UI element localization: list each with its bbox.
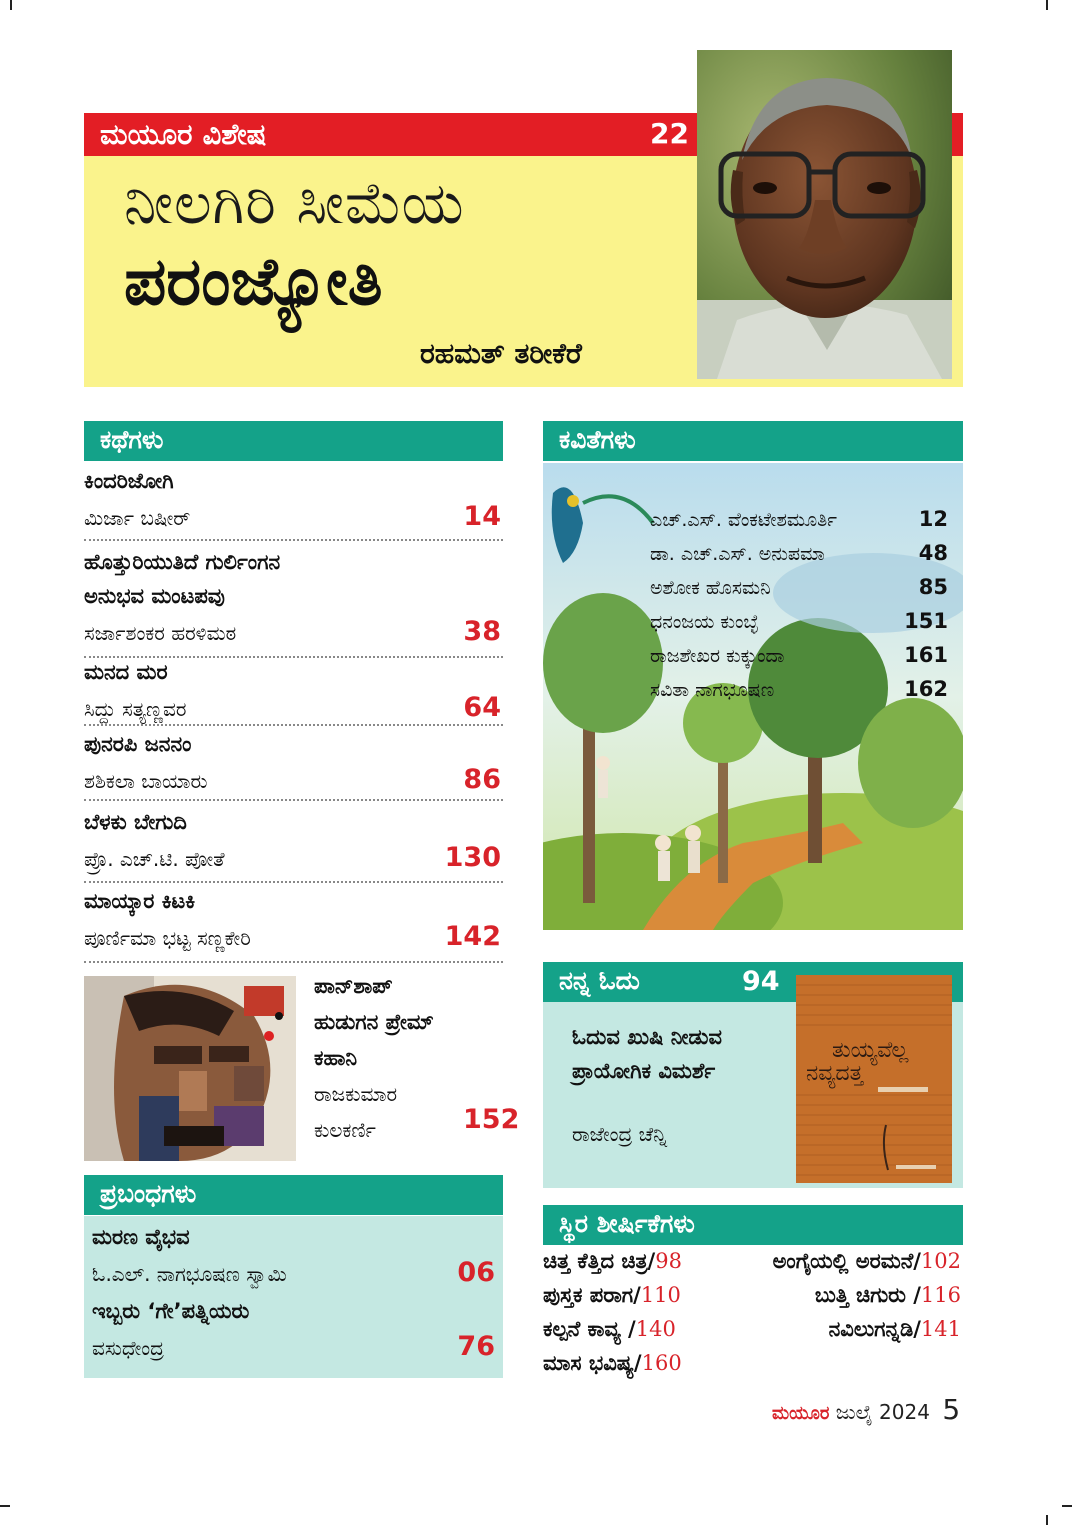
poem-page-number: 48 [918,541,948,565]
regular-columns-list [543,1246,963,1382]
story-title: ಪುನರಪಿ ಜನನಂ [84,732,192,756]
issue-month: ಜುಲೈ [835,1400,873,1424]
feature-story-author: ರಾಜಕುಮಾರ [314,1082,398,1106]
my-reading-title-line: ಓದುವ ಖುಷಿ ನೀಡುವ [572,1025,722,1049]
poem-entry[interactable] [650,539,950,573]
essay-title: ಇಬ್ಬರು ‘ಗೇ’ಪತ್ನಿಯರು [92,1299,250,1323]
story-title: ಮಾಯ್ಕಾರ ಕಿಟಕಿ [84,889,196,913]
poems-section-header: ಕವಿತೆಗಳು [543,421,963,461]
story-illustration-face [84,976,296,1161]
regular-columns-row [543,1314,963,1348]
poem-entry[interactable] [650,641,950,675]
story-page-number: 86 [463,764,501,795]
story-page-number: 14 [463,501,501,532]
divider [84,881,503,883]
feature-author: ರಹಮತ್ ತರೀಕೆರೆ [420,337,582,370]
regular-column-page: 160 [641,1351,682,1375]
story-title: ಅನುಭವ ಮಂಟಪವು [84,584,225,608]
feature-story-title: ಹುಡುಗನ ಪ್ರೇಮ್ [314,1010,434,1034]
story-author: ಪ್ರೊ. ಎಚ್.ಟಿ. ಪೋತೆ [84,847,225,871]
crop-mark [10,0,12,10]
essay-author: ವಸುಧೇಂದ್ರ [92,1336,164,1360]
story-title: ಬೆಳಕು ಬೇಗುದಿ [84,810,187,834]
story-entry[interactable] [84,545,503,649]
crop-mark [1046,1515,1048,1525]
regular-column-label: ನವಿಲುಗನ್ನಡಿ [828,1317,914,1341]
story-page-number: 64 [463,692,501,723]
regular-column-label: ಅಂಗೈಯಲ್ಲಿ ಅರಮನೆ [772,1249,914,1273]
regular-column-entry[interactable]: ಅಂಗೈಯಲ್ಲಿ ಅರಮನೆ/102 [772,1249,961,1273]
stories-section-header: ಕಥೆಗಳು [84,421,503,461]
divider [84,539,503,541]
regular-columns-row [543,1246,963,1280]
book-cover-title [806,1039,946,1085]
my-reading-title [572,1020,787,1088]
divider [84,961,503,963]
regular-columns-row [543,1280,963,1314]
essays-section-header: ಪ್ರಬಂಧಗಳು [84,1175,503,1215]
poet-name: ಅಶೋಕ ಹೊಸಮನಿ [650,577,771,599]
regular-column-label: ಚಿತ್ತ ಕೆತ್ತಿದ ಚಿತ್ರ [543,1249,648,1273]
issue-year: 2024 [879,1400,930,1424]
regular-column-entry[interactable]: ಪುಸ್ತಕ ಪರಾಗ/110 [543,1283,681,1307]
regular-column-entry[interactable]: ಕಲ್ಪನೆ ಕಾವ್ಯ /140 [543,1317,676,1341]
feature-story-title: ಕಹಾನಿ [314,1046,358,1070]
poem-entry[interactable] [650,607,950,641]
my-reading-section-header: ನನ್ನ ಓದು [543,962,963,1002]
regular-column-label: ಪುಸ್ತಕ ಪರಾಗ [543,1283,634,1307]
essays-panel [84,1216,503,1378]
essay-page-number: 76 [457,1331,495,1362]
feature-story-author: ಕುಲಕರ್ಣಿ [314,1118,376,1142]
feature-title-line2: ಪರಂಜ್ಯೋತಿ [124,243,383,320]
page-number: 5 [942,1393,961,1426]
regular-column-label: ಬುತ್ತಿ ಚಿಗುರು [814,1283,906,1307]
poet-name: ಡಾ. ಎಚ್.ಎಸ್. ಅನುಪಮಾ [650,543,825,565]
poet-name: ಸವಿತಾ ನಾಗಭೂಷಣ [650,679,775,701]
regular-column-page: 110 [640,1283,681,1307]
crop-mark [1046,0,1048,10]
poem-page-number: 85 [918,575,948,599]
poem-page-number: 151 [904,609,948,633]
regular-column-page: 141 [920,1317,961,1341]
crop-mark [0,1505,10,1507]
crop-mark [1062,1505,1072,1507]
poet-name: ಧನಂಜಯ ಕುಂಬ್ಳೆ [650,611,759,633]
story-entry[interactable] [84,727,503,797]
regular-column-page: 140 [635,1317,676,1341]
story-title: ಕಿಂದರಿಜೋಗಿ [84,469,174,493]
feature-story-page-number: 152 [463,1104,520,1135]
essay-entry[interactable] [92,1294,497,1364]
regular-column-label: ಮಾಸ ಭವಿಷ್ಯ [543,1351,634,1375]
feature-kicker: ಮಯೂರ ವಿಶೇಷ [100,117,267,151]
poet-name: ರಾಜಶೇಖರ ಕುಕ್ಕುಂದಾ [650,645,785,667]
page-footer [772,1393,960,1426]
regular-columns-row [543,1348,963,1382]
regular-column-entry[interactable]: ನವಿಲುಗನ್ನಡಿ/141 [828,1317,961,1341]
regular-column-entry[interactable]: ಚಿತ್ತ ಕೆತ್ತಿದ ಚಿತ್ರ/98 [543,1249,682,1273]
poem-page-number: 162 [904,677,948,701]
essay-entry[interactable] [92,1220,497,1290]
poems-list [650,505,950,709]
essay-author: ಓ.ಎಲ್. ನಾಗಭೂಷಣ ಸ್ವಾಮಿ [92,1262,287,1286]
regular-column-page: 116 [920,1283,961,1307]
regular-column-entry[interactable]: ಬುತ್ತಿ ಚಿಗುರು /116 [814,1283,961,1307]
story-entry[interactable] [84,655,503,725]
feature-page-number: 22 [650,117,689,150]
story-entry[interactable] [84,884,503,954]
book-cover-title-line: ನವ್ಯದತ್ತ [806,1061,864,1086]
book-cover-title-line: ತುಯ್ಯವೆಲ್ಲ [832,1038,909,1063]
essay-title: ಮರಣ ವೈಭವ [92,1225,190,1249]
feature-story-title: ಪಾನ್‌ಶಾಪ್ [314,974,393,998]
divider [84,724,503,726]
poem-page-number: 12 [918,507,948,531]
regular-columns-section-header: ಸ್ಥಿರ ಶೀರ್ಷಿಕೆಗಳು [543,1205,963,1245]
story-entry[interactable] [84,805,503,875]
my-reading-author: ರಾಜೇಂದ್ರ ಚೆನ್ನಿ [572,1122,667,1146]
story-page-number: 38 [463,616,501,647]
story-title: ಮನದ ಮರ [84,660,168,684]
story-page-number: 130 [444,842,501,873]
divider [84,799,503,801]
story-author: ಸಿದ್ದು ಸತ್ಯಣ್ಣವರ [84,697,187,721]
story-author: ಪೂರ್ಣಿಮಾ ಭಟ್ಟ ಸಣ್ಣಕೇರಿ [84,926,251,950]
story-author: ಮಿರ್ಜಾ ಬಷೀರ್ [84,506,191,530]
story-title: ಹೊತ್ತುರಿಯುತಿದೆ ಗುರ್ಲಿಂಗನ [84,550,281,574]
story-author: ಸರ್ಜಾಶಂಕರ ಹರಳಿಮಠ [84,621,237,645]
regular-column-label: ಕಲ್ಪನೆ ಕಾವ್ಯ [543,1317,621,1341]
regular-column-entry[interactable]: ಮಾಸ ಭವಿಷ್ಯ/160 [543,1351,682,1375]
my-reading-title-line: ಪ್ರಾಯೋಗಿಕ ವಿಮರ್ಶೆ [572,1059,716,1083]
story-page-number: 142 [444,921,501,952]
story-entry[interactable] [84,464,503,534]
poem-page-number: 161 [904,643,948,667]
essay-page-number: 06 [457,1257,495,1288]
my-reading-page-number: 94 [742,966,780,997]
poem-entry[interactable] [650,573,950,607]
magazine-brand: ಮಯೂರ [772,1403,830,1424]
feature-title-line1: ನೀಲಗಿರಿ ಸೀಮೆಯ [124,169,465,237]
story-author: ಶಶಿಕಲಾ ಬಾಯಾರು [84,769,208,793]
poem-entry[interactable] [650,505,950,539]
regular-column-page: 102 [920,1249,961,1273]
regular-column-page: 98 [655,1249,682,1273]
book-cover [796,975,952,1183]
poet-name: ಎಚ್.ಎಸ್. ವೆಂಕಟೇಶಮೂರ್ತಿ [650,509,838,531]
poem-entry[interactable] [650,675,950,709]
author-portrait-photo [697,50,952,379]
